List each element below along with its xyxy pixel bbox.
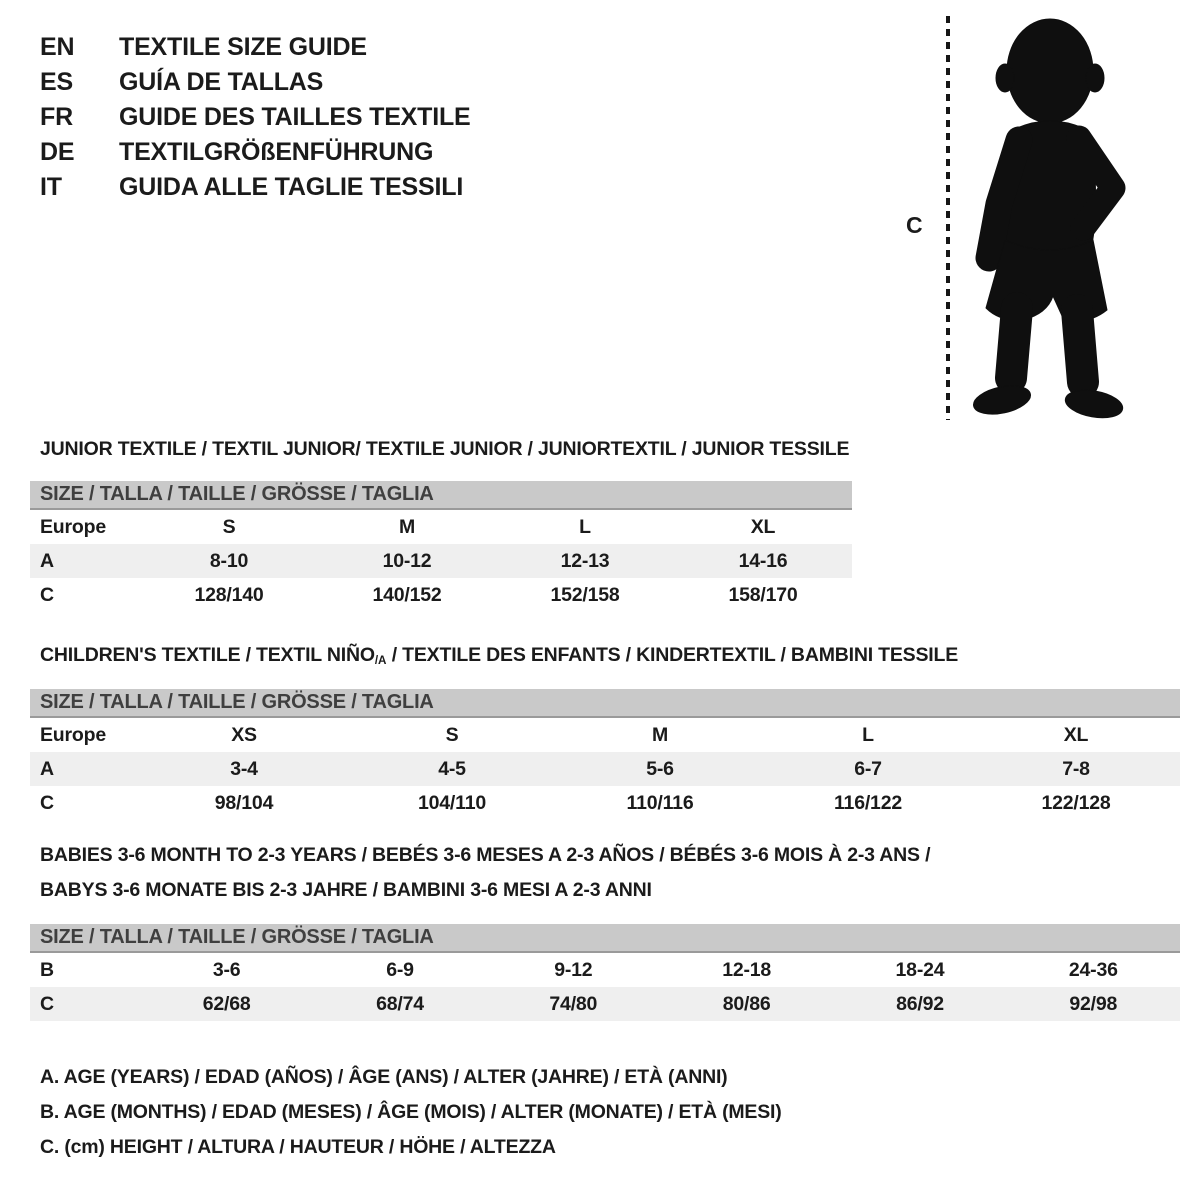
- size-value: 110/116: [626, 791, 694, 814]
- table-row: [30, 953, 1180, 987]
- size-value: 9-12: [554, 958, 593, 981]
- size-column-header: XL: [1063, 723, 1089, 746]
- title-text: / TEXTILE DES ENFANTS / KINDERTEXTIL / BAMBINI TESSILE: [386, 644, 959, 666]
- language-code: EN: [40, 33, 75, 61]
- language-row: [40, 65, 471, 100]
- table-row: [30, 786, 1180, 820]
- language-row: [40, 135, 471, 170]
- guide-title: TEXTILGRÖßENFÜHRUNG: [119, 138, 434, 166]
- language-code: IT: [40, 173, 62, 201]
- title-text: JUNIOR TEXTILE / TEXTIL JUNIOR/ TEXTILE JUNIOR / JUNIORTEXTIL / JUNIOR TESSILE: [40, 438, 850, 460]
- size-column-header: L: [862, 723, 874, 746]
- size-value: 8-10: [209, 549, 249, 572]
- size-value: 128/140: [194, 583, 264, 606]
- language-row: [40, 170, 471, 205]
- language-row: [40, 30, 471, 65]
- size-table: [30, 510, 852, 612]
- title-text: BABIES 3-6 MONTH TO 2-3 YEARS / BEBÉS 3-6 MESES A 2-3 AÑOS / BÉBÉS 3-6 MOIS À 2-3 ANS /: [40, 844, 931, 866]
- section-babies-textile: [30, 838, 1118, 1015]
- toddler-silhouette-image: [955, 8, 1140, 423]
- table-row: [30, 987, 1180, 1021]
- legend-list: [40, 1060, 782, 1165]
- row-label: B: [40, 958, 54, 981]
- size-column-header: S: [222, 515, 236, 538]
- section-title-line: [40, 432, 849, 467]
- language-row: [40, 100, 471, 135]
- row-label: C: [40, 992, 54, 1015]
- title-subscript: /A: [374, 653, 387, 667]
- size-value: 74/80: [549, 992, 598, 1015]
- size-value: 24-36: [1068, 958, 1118, 981]
- section-title-line: [40, 638, 958, 678]
- size-value: 80/86: [722, 992, 771, 1015]
- size-value: 92/98: [1069, 992, 1118, 1015]
- size-table: [30, 953, 1180, 1021]
- language-title-list: [40, 30, 471, 205]
- size-value: 6-7: [854, 757, 882, 780]
- language-code: ES: [40, 68, 73, 96]
- size-value: 12-13: [560, 549, 610, 572]
- row-label: C: [40, 791, 54, 814]
- size-value: 6-9: [386, 958, 414, 981]
- section-junior-textile: [30, 432, 850, 606]
- size-value: 18-24: [895, 958, 945, 981]
- title-text: BABYS 3-6 MONATE BIS 2-3 JAHRE / BAMBINI 3-6 MESI A 2-3 ANNI: [40, 879, 652, 901]
- size-value: 3-4: [230, 757, 258, 780]
- language-code: FR: [40, 103, 73, 131]
- size-column-header: L: [579, 515, 591, 538]
- size-value: 3-6: [212, 958, 241, 981]
- column-header-row: [30, 718, 1180, 752]
- size-value: 98/104: [214, 791, 274, 814]
- size-value: 152/158: [550, 583, 620, 606]
- size-value: 5-6: [646, 757, 674, 780]
- guide-title: GUIDA ALLE TAGLIE TESSILI: [119, 173, 464, 201]
- row-label: C: [40, 583, 54, 606]
- size-header-bar: SIZE / TALLA / TAILLE / GRÖSSE / TAGLIA: [30, 924, 1180, 953]
- size-value: 7-8: [1062, 757, 1090, 780]
- legend-item: A. AGE (YEARS) / EDAD (AÑOS) / ÂGE (ANS) / ALTER (JAHRE) / ETÀ (ANNI): [40, 1066, 728, 1088]
- figure-measure-label: C: [906, 212, 923, 238]
- size-value: 140/152: [372, 583, 442, 606]
- size-value: 68/74: [376, 992, 424, 1015]
- size-value: 12-18: [722, 958, 772, 981]
- section-title-line: [40, 873, 930, 908]
- size-value: 158/170: [728, 583, 798, 606]
- size-value: 10-12: [382, 549, 432, 572]
- column-header-row: [30, 510, 852, 544]
- title-text: CHILDREN'S TEXTILE / TEXTIL NIÑO: [40, 644, 375, 666]
- table-row: [30, 544, 852, 578]
- size-value: 116/122: [833, 791, 902, 814]
- legend-item: C. (cm) HEIGHT / ALTURA / HAUTEUR / HÖHE / ALTEZZA: [40, 1136, 556, 1158]
- size-table: [30, 718, 1180, 820]
- size-value: 86/92: [896, 992, 944, 1015]
- section-title: [40, 838, 930, 908]
- region-label: Europe: [40, 723, 106, 746]
- language-code: DE: [40, 138, 75, 166]
- section-title: [40, 432, 849, 467]
- row-label: A: [40, 549, 54, 572]
- size-header-bar: SIZE / TALLA / TAILLE / GRÖSSE / TAGLIA: [30, 689, 1180, 718]
- table-row: [30, 752, 1180, 786]
- size-column-header: XS: [231, 723, 257, 746]
- row-label: A: [40, 757, 54, 780]
- legend-item: B. AGE (MONTHS) / EDAD (MESES) / ÂGE (MOIS) / ALTER (MONATE) / ETÀ (MESI): [40, 1101, 782, 1123]
- guide-title: GUÍA DE TALLAS: [119, 68, 324, 96]
- guide-title: TEXTILE SIZE GUIDE: [119, 33, 367, 61]
- section-childrens-textile: [30, 638, 1111, 814]
- table-row: [30, 578, 852, 612]
- section-title: [40, 638, 958, 678]
- size-column-header: XL: [750, 515, 776, 538]
- size-value: 62/68: [202, 992, 251, 1015]
- size-value: 122/128: [1041, 791, 1111, 814]
- height-measure-dashed-line: [946, 16, 950, 420]
- region-label: Europe: [40, 515, 106, 538]
- guide-title: GUIDE DES TAILLES TEXTILE: [119, 103, 471, 131]
- size-value: 4-5: [438, 757, 466, 780]
- size-header-bar: SIZE / TALLA / TAILLE / GRÖSSE / TAGLIA: [30, 481, 852, 510]
- section-title-line: [40, 838, 930, 873]
- size-column-header: M: [398, 515, 416, 538]
- size-value: 14-16: [738, 549, 788, 572]
- size-column-header: M: [651, 723, 669, 746]
- size-value: 104/110: [417, 791, 486, 814]
- size-column-header: S: [445, 723, 459, 746]
